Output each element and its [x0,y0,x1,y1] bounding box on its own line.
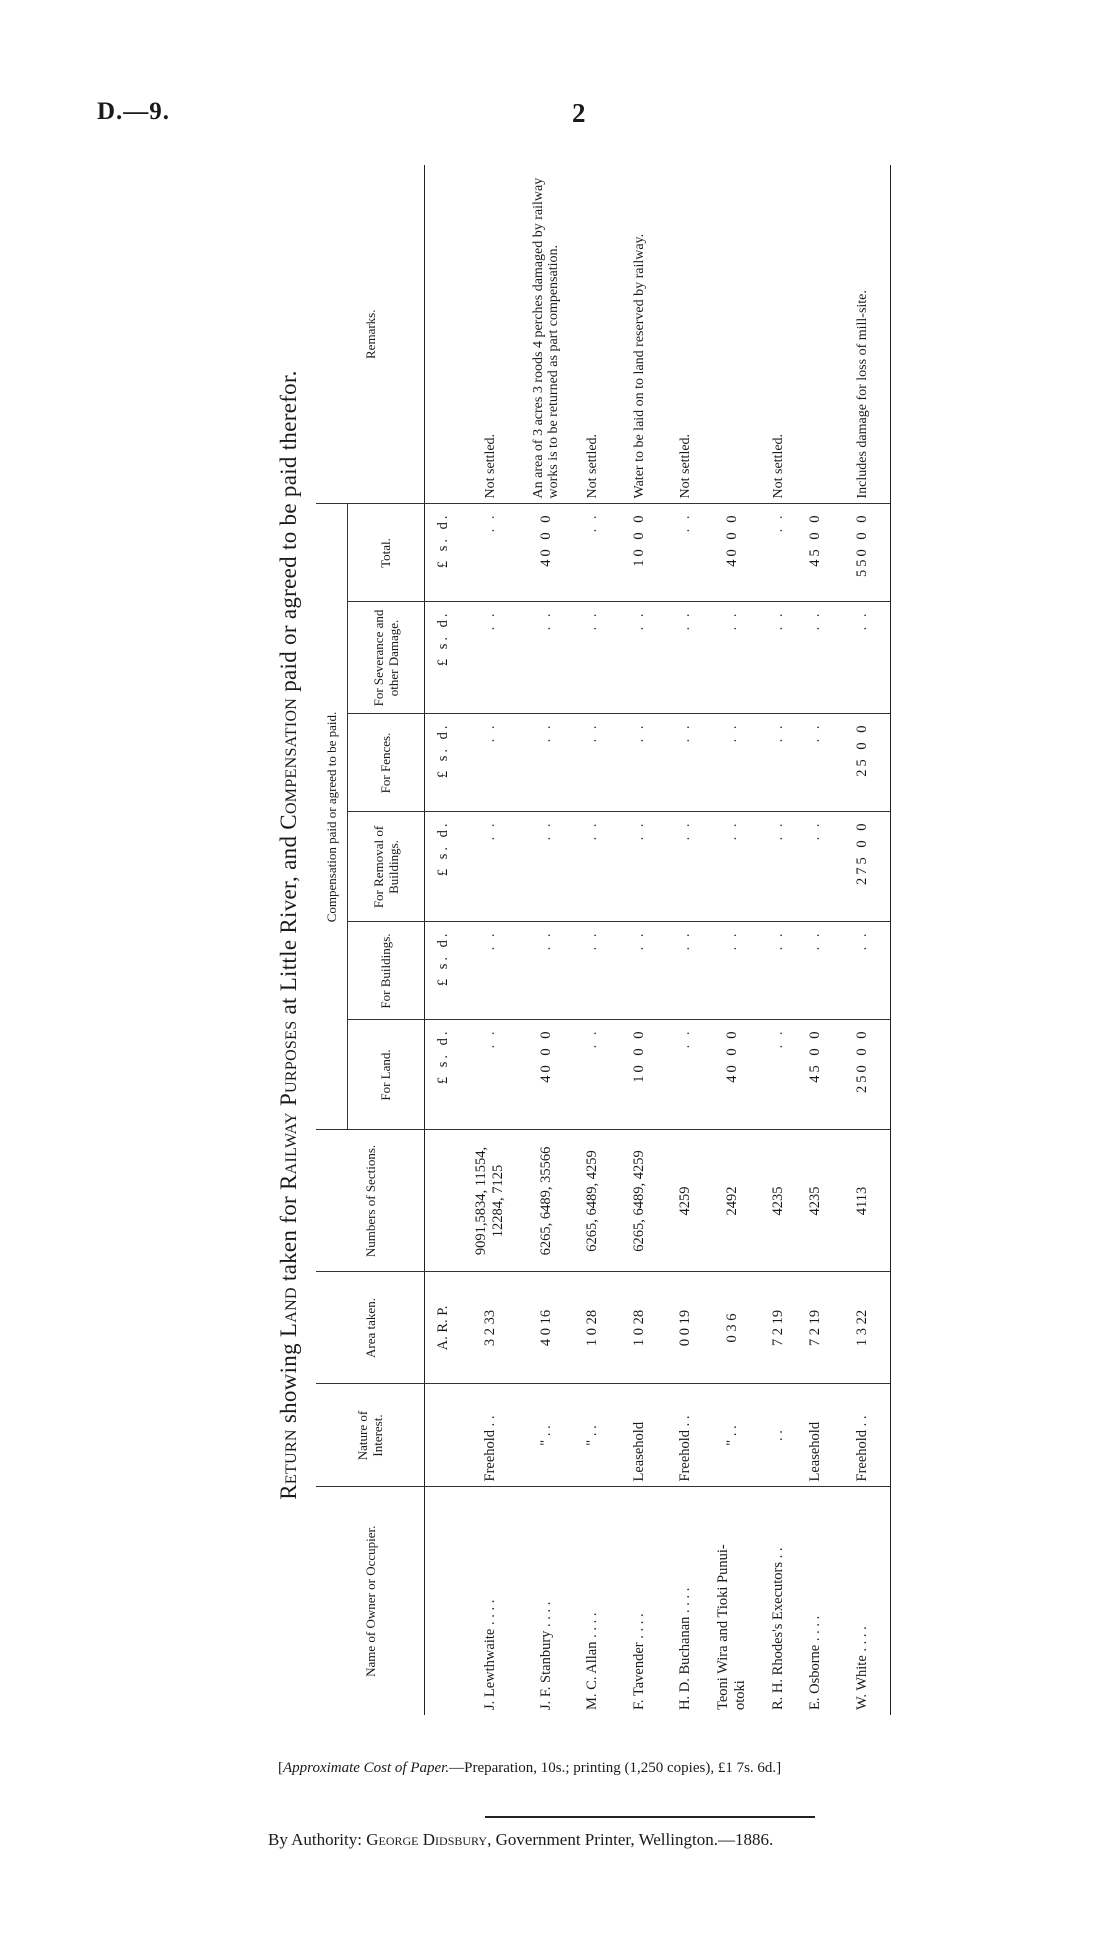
sections-cell [462,1130,518,1272]
severance-cell: . . [760,602,797,714]
money-units: £ s. d. [425,922,462,1020]
footer-divider [485,1816,815,1818]
area-cell: 3 2 33 [462,1272,518,1384]
table-title [276,165,316,1705]
money-units: £ s. d. [425,602,462,714]
interest-cell: . . [760,1384,797,1487]
owner-cell: E. Osborne . . . . [807,1615,823,1710]
money-units: £ s. d. [425,1020,462,1130]
fences-cell: . . [611,714,667,812]
land-cell: . . [462,1020,518,1130]
cost-of-paper-note: [Approximate Cost of Paper.—Preparation, 10s.; printing (1,250 copies), £1 7s. 6d.] [278,1760,782,1776]
area-cell: 7 2 19 [760,1272,797,1384]
remarks-cell: Not settled. [760,165,797,504]
remarks-cell: Not settled. [574,165,611,504]
cost-details: —Preparation, 10s.; printing (1,250 copies), £1 7s. 6d. [449,1760,777,1776]
area-cell: 0 0 19 [667,1272,704,1384]
table-row [834,165,891,1715]
removal-cell: . . [574,812,611,922]
buildings-cell: . . [611,922,667,1020]
owner-cell: J. F. Stanbury . . . . [537,1601,554,1710]
col-total-header: Total. [347,504,424,602]
removal-cell: . . [704,812,760,922]
authority-prefix: By Authority: [268,1830,367,1849]
interest-cell: " . . [704,1384,760,1487]
removal-cell: . . [797,812,834,922]
col-area-header: Area taken. [316,1272,425,1384]
title-text: taken for [276,1189,301,1288]
severance-cell: . . [667,602,704,714]
owner-cell: M. C. Allan . . . . [584,1612,600,1710]
owner-line: otoki [732,1680,748,1710]
money-units: £ s. d. [425,504,462,602]
table-row [462,165,518,1715]
area-cell: 0 3 6 [704,1272,760,1384]
printer-authority [268,1830,773,1850]
removal-cell: . . [518,812,574,922]
remarks-cell: Not settled. [462,165,518,504]
sections-line: 9091,5834, 11554, [473,1146,489,1256]
buildings-cell: . . [760,922,797,1020]
col-remarks-header: Remarks. [316,165,425,504]
total-cell: 550 0 0 [834,504,891,602]
col-owner-header: Name of Owner or Occupier. [362,1525,378,1677]
area-cell: 7 2 19 [797,1272,834,1384]
removal-cell: . . [667,812,704,922]
removal-cell: . . [760,812,797,922]
table-row [518,165,574,1715]
sections-cell: 4235 [760,1130,797,1272]
sections-line: 12284, 7125 [490,1164,506,1238]
severance-cell: . . [462,602,518,714]
removal-cell: . . [611,812,667,922]
title-land: Land [276,1287,301,1338]
area-cell: 1 3 22 [834,1272,891,1384]
area-cell: 1 0 28 [611,1272,667,1384]
sections-cell: 6265, 6489, 4259 [574,1130,611,1272]
total-cell: . . [667,504,704,602]
owner-cell: R. H. Rhodes's Executors . . [770,1547,786,1710]
removal-cell: 275 0 0 [834,812,891,922]
buildings-cell: . . [834,922,891,1020]
severance-cell: . . [611,602,667,714]
area-cell: 1 0 28 [574,1272,611,1384]
fences-cell: . . [462,714,518,812]
title-return: Return [276,1429,301,1500]
title-text: showing [276,1337,301,1430]
severance-cell: . . [518,602,574,714]
remarks-cell: Not settled. [667,165,704,504]
total-cell: 40 0 0 [518,504,574,602]
units-row [425,165,462,1715]
table-row [574,165,611,1715]
money-units: £ s. d. [425,812,462,922]
owner-cell [704,1487,760,1715]
interest-cell: Leasehold [797,1384,834,1487]
fences-cell: . . [518,714,574,812]
interest-cell: Freehold . . [462,1384,518,1487]
col-buildings-header: For Buildings. [347,922,424,1020]
table-row [611,165,667,1715]
remarks-cell: Water to be laid on to land reserved by railway. [611,165,667,504]
table-row [797,165,834,1715]
buildings-cell: . . [667,922,704,1020]
table-row [704,165,760,1715]
fences-cell: . . [574,714,611,812]
total-cell: 45 0 0 [797,504,834,602]
land-cell: 10 0 0 [611,1020,667,1130]
total-cell: 10 0 0 [611,504,667,602]
remarks-cell [797,165,834,504]
title-railway: Railway Purposes [276,1020,301,1190]
land-cell: 45 0 0 [797,1020,834,1130]
sections-cell: 2492 [704,1130,760,1272]
owner-cell: J. Lewthwaite . . . . [481,1599,498,1710]
buildings-cell: . . [518,922,574,1020]
severance-cell: . . [704,602,760,714]
owner-cell: F. Tavender . . . . [630,1613,647,1710]
page-number: 2 [572,98,586,128]
interest-cell: Leasehold [611,1384,667,1487]
total-cell: . . [574,504,611,602]
compensation-group-header: Compensation paid or agreed to be paid. [316,504,347,1130]
col-severance-header: For Severance and other Damage. [347,602,424,714]
buildings-cell: . . [462,922,518,1020]
col-land-header: For Land. [347,1020,424,1130]
land-cell: . . [760,1020,797,1130]
land-cell: . . [574,1020,611,1130]
sections-cell: 4113 [834,1130,891,1272]
table-row [760,165,797,1715]
title-text: at Little River, and [276,829,301,1021]
buildings-cell: . . [704,922,760,1020]
severance-cell: . . [574,602,611,714]
col-removal-header: For Removal of Buildings. [347,812,424,922]
authority-suffix: , Government Printer, Wellington.—1886. [487,1830,774,1849]
compensation-table [316,165,891,1715]
land-cell: 40 0 0 [704,1020,760,1130]
land-cell: . . [667,1020,704,1130]
area-cell: 4 0 16 [518,1272,574,1384]
printer-name: George Didsbury [366,1830,488,1849]
rotated-return-table [276,155,870,1715]
removal-cell: . . [462,812,518,922]
buildings-cell: . . [797,922,834,1020]
sections-cell: 6265, 6489, 4259 [611,1130,667,1272]
fences-cell: . . [704,714,760,812]
total-cell: . . [760,504,797,602]
remarks-cell [704,165,760,504]
col-interest-header: Nature of Interest. [316,1384,425,1487]
severance-cell: . . [797,602,834,714]
land-cell: 40 0 0 [518,1020,574,1130]
sections-cell: 6265, 6489, 35566 [518,1130,574,1272]
fences-cell: . . [797,714,834,812]
fences-cell: . . [760,714,797,812]
cost-label: Approximate Cost of Paper. [283,1760,450,1776]
interest-cell: " . . [518,1384,574,1487]
remarks-cell: An area of 3 acres 3 roods 4 perches damaged by railway works is to be returned as part compensation. [518,165,574,504]
title-compensation: Compensation [276,697,301,830]
col-fences-header: For Fences. [347,714,424,812]
interest-cell: " . . [574,1384,611,1487]
owner-line: Teoni Wira and Tioki Punui- [715,1544,731,1710]
interest-cell: Freehold . . [834,1384,891,1487]
col-sections-header: Numbers of Sections. [316,1130,425,1272]
buildings-cell: . . [574,922,611,1020]
owner-cell: W. White . . . . [834,1487,891,1715]
remarks-cell: Includes damage for loss of mill-site. [834,165,891,504]
sections-cell: 4235 [797,1130,834,1272]
interest-cell: Freehold . . [667,1384,704,1487]
money-units: £ s. d. [425,714,462,812]
severance-cell: . . [834,602,891,714]
document-reference: D.—9. [97,98,171,125]
sections-cell: 4259 [667,1130,704,1272]
fences-cell: 25 0 0 [834,714,891,812]
owner-cell: H. D. Buchanan . . . . [677,1587,693,1710]
title-text: paid or agreed to be paid therefor. [276,370,301,698]
land-cell: 250 0 0 [834,1020,891,1130]
area-units: A. R. P. [425,1272,462,1384]
fences-cell: . . [667,714,704,812]
total-cell: 40 0 0 [704,504,760,602]
total-cell: . . [462,504,518,602]
table-row [667,165,704,1715]
